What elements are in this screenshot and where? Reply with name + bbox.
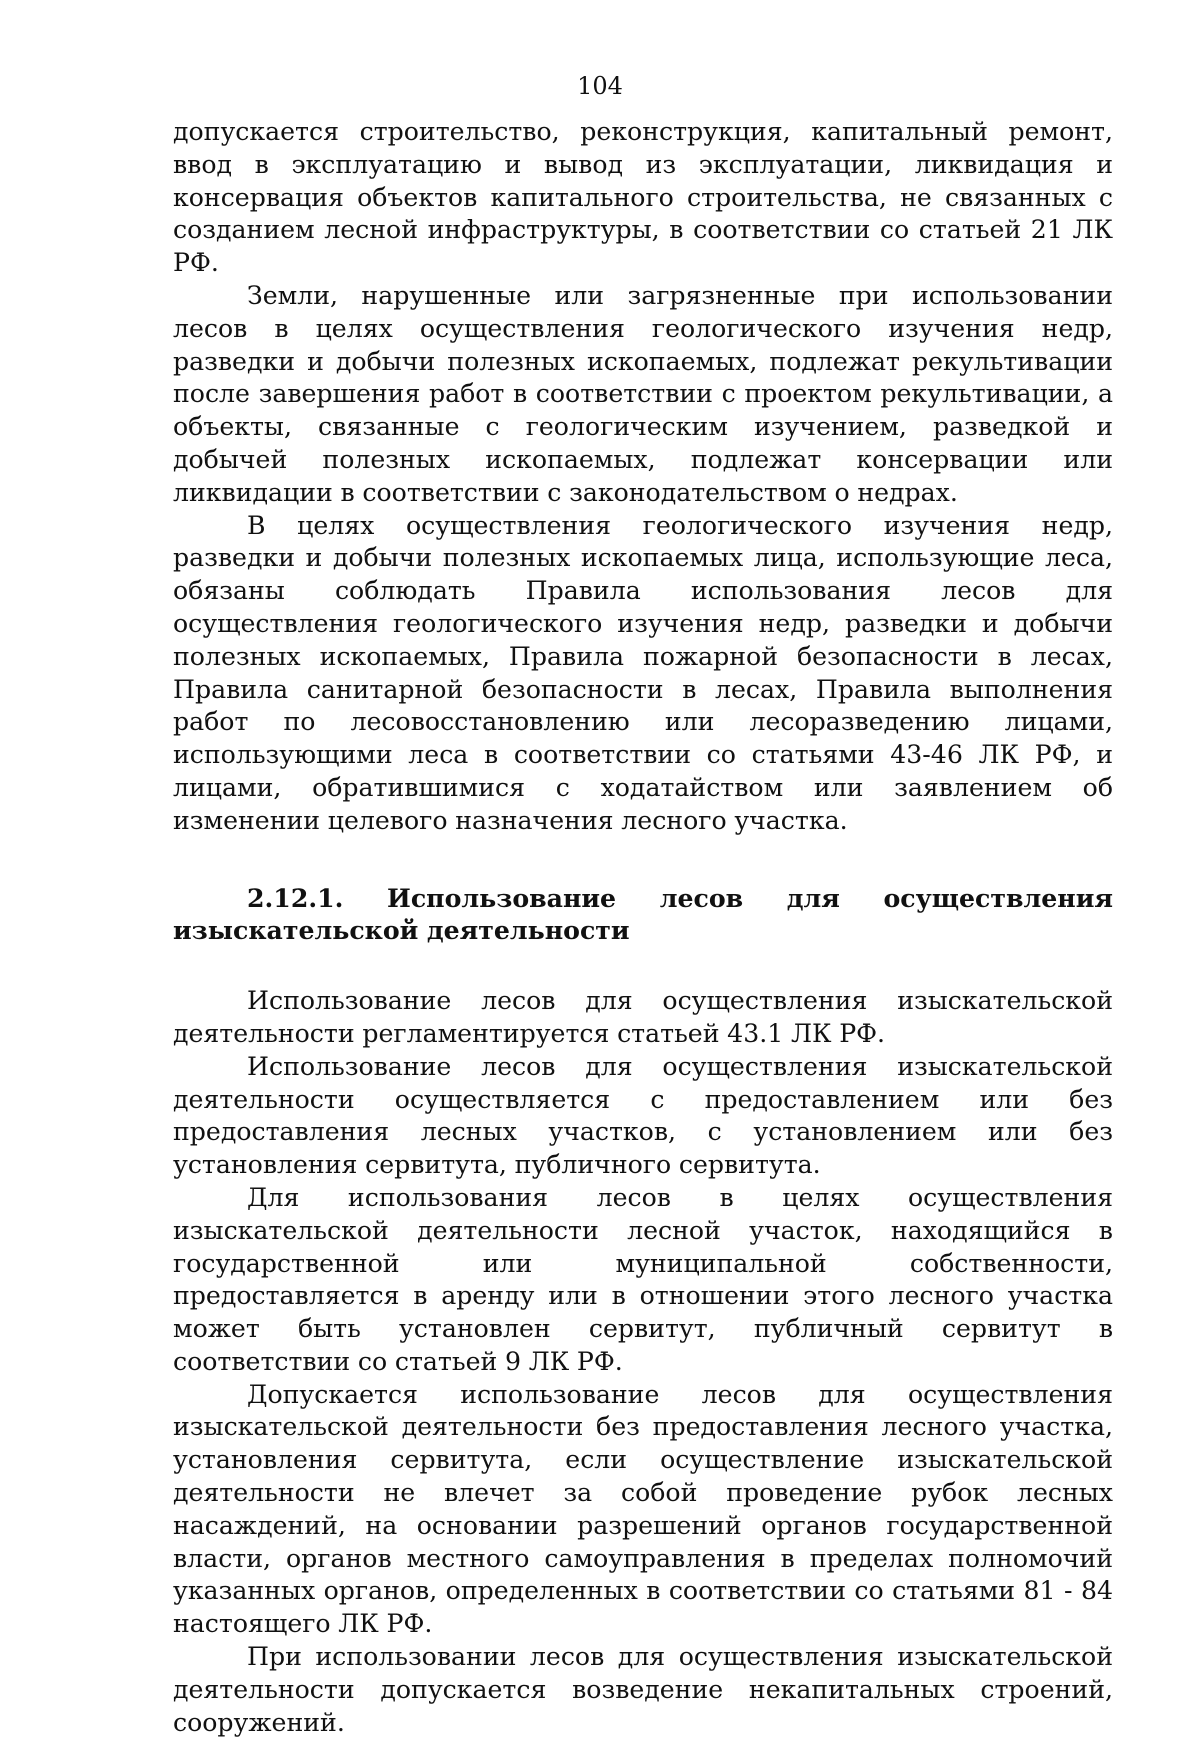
paragraph: Использование лесов для осуществления изыскательской деятельности осуществляется с предоставлением или без предоставления лесных участков, с установлением или без установления сервитута, публичного сервитута. (173, 1051, 1113, 1180)
paragraph: Допускается использование лесов для осуществления изыскательской деятельности без предоставления лесного участка, установления сервитута, если осуществление изыскательской деятельности не влечет за собой проведение рубок лесных насаждений, на основании разрешений органов государственной власти, органов местного самоуправления в пределах полномочий указанных органов, определенных в соответствии со статьями 81 - 84 настоящего ЛК РФ. (173, 1379, 1113, 1639)
paragraph: Земли, нарушенные или загрязненные при использовании лесов в целях осуществления геологического изучения недр, разведки и добычи полезных ископаемых, подлежат рекультивации после завершения работ в соответствии с проектом рекультивации, а объекты, связанные с геологическим изучением, разведкой и добычей полезных ископаемых, подлежат консервации или ликвидации в соответствии с законодательством о недрах. (173, 280, 1113, 507)
document-body (173, 116, 1113, 1739)
paragraph: Использование лесов для осуществления изыскательской деятельности регламентируется статьей 43.1 ЛК РФ. (173, 986, 1113, 1048)
section-heading: 2.12.1. Использование лесов для осуществления изыскательской деятельности (173, 882, 1113, 946)
paragraph: В целях осуществления геологического изучения недр, разведки и добычи полезных ископаемых лица, использующие леса, обязаны соблюдать Правила использования лесов для осуществления геологического изучения недр, разведки и добычи полезных ископаемых, Правила пожарной безопасности в лесах, Правила санитарной безопасности в лесах, Правила выполнения работ по лесовосстановлению или лесоразведению лицами, использующими леса в соответствии со статьями 43-46 ЛК РФ, и лицами, обратившимися с ходатайством или заявлением об изменении целевого назначения лесного участка. (173, 510, 1113, 835)
paragraph: Для использования лесов в целях осуществления изыскательской деятельности лесной участок, находящийся в государственной или муниципальной собственности, предоставляется в аренду или в отношении этого лесного участка может быть установлен сервитут, публичный сервитут в соответствии со статьей 9 ЛК РФ. (173, 1182, 1113, 1376)
paragraph: При использовании лесов для осуществления изыскательской деятельности допускается возведение некапитальных строений, сооружений. (173, 1642, 1113, 1737)
paragraph-continuation: допускается строительство, реконструкция, капитальный ремонт, ввод в эксплуатацию и вывод из эксплуатации, ликвидация и консервация объектов капитального строительства, не связанных с созданием лесной инфраструктуры, в соответствии со статьей 21 ЛК РФ. (173, 117, 1113, 278)
page-number: 104 (577, 72, 623, 100)
